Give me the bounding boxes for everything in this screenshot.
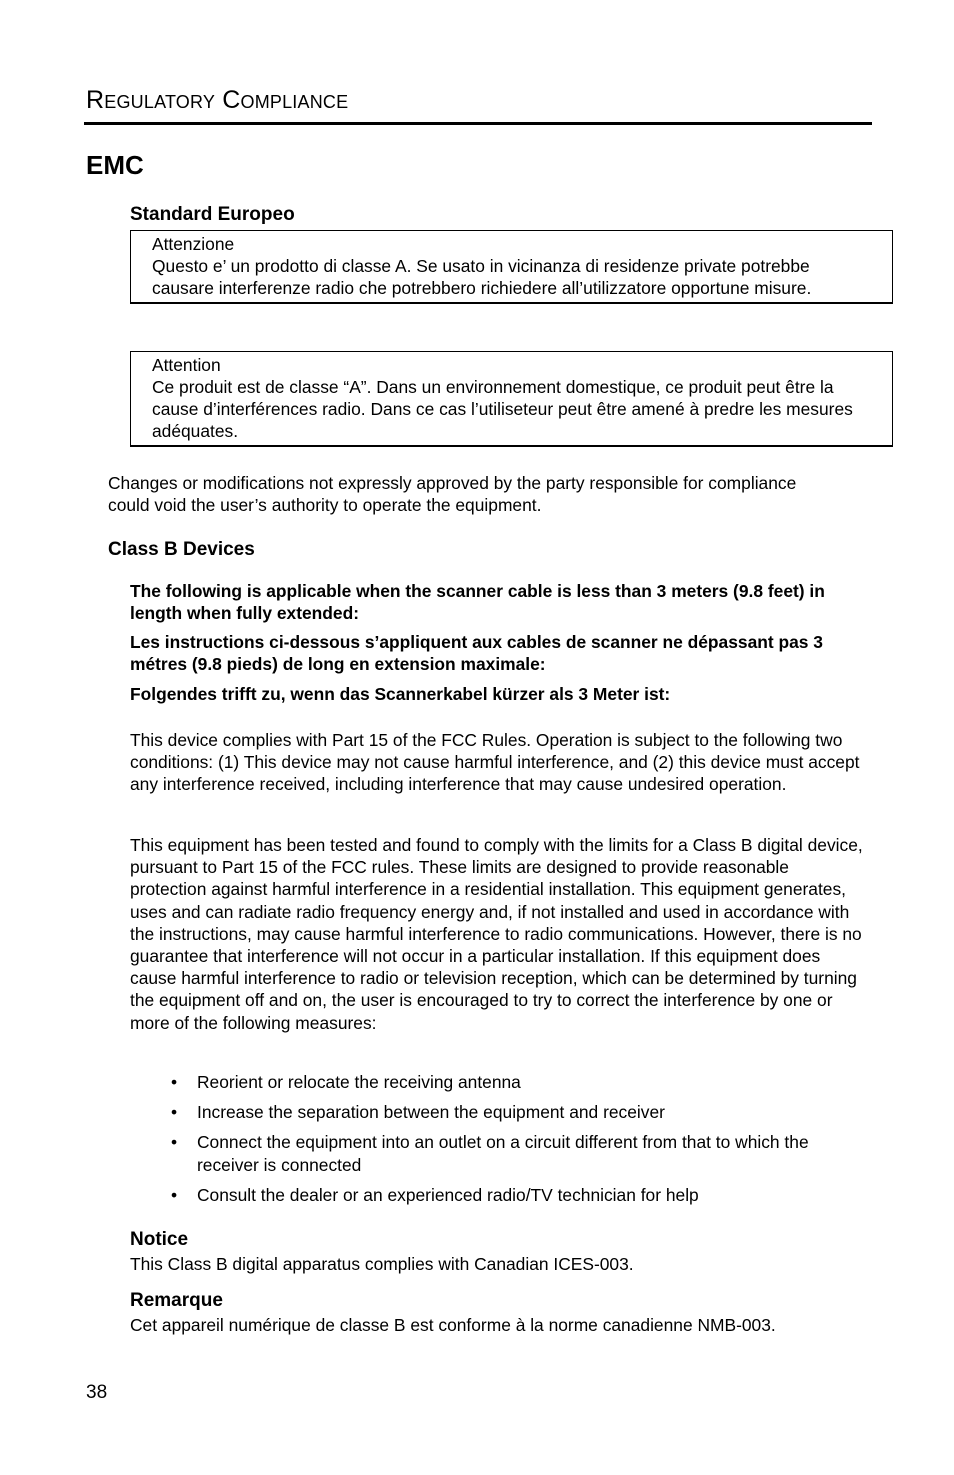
applicability-french: Les instructions ci-dessous s’appliquent aux cables de scanner ne dépassant pas 3 métres (9.8 pieds) de long en extension maximale:: [130, 632, 823, 675]
applicability-english: The following is applicable when the scanner cable is less than 3 meters (9.8 feet) in length when fully extended:: [130, 581, 825, 624]
header-rule: [84, 122, 872, 125]
french-warning-box: [130, 351, 893, 447]
list-item: • Connect the equipment into an outlet on a circuit different from that to which the receiver is connected: [171, 1132, 809, 1175]
italian-warning-box: [130, 230, 893, 304]
fcc-classb-paragraph: This equipment has been tested and found to comply with the limits for a Class B digital device, pursuant to Part 15 of the FCC rules. These limits are designed to provide reasonable protection against harmful interference in a residential installation. This equipment generates, uses and can radiate radio frequency energy and, if not installed and used in accordance with the instructions, may cause harmful interference to radio communications. However, there is no guarantee that interference will not occur in a particular installation. If this equipment does cause harmful interference to radio or television reception, which can be determined by turning the equipment off and on, the user is encouraged to try to correct the interference by one or more of the following measures:: [130, 835, 863, 1033]
bullet-icon: •: [171, 1072, 178, 1092]
bullet-icon: •: [171, 1132, 178, 1153]
bullet-icon: •: [171, 1102, 178, 1123]
italian-warning-text: Questo e’ un prodotto di classe A. Se usato in vicinanza di residenze private potrebbe causare interferenze radio che potrebbero richiedere all’utilizzatore opportune misure.: [152, 256, 812, 298]
changes-notice: Changes or modifications not expressly approved by the party responsible for compliance could void the user’s authority to operate the equipment.: [108, 473, 797, 516]
standard-europeo-heading: Standard Europeo: [130, 204, 295, 225]
page-number: 38: [86, 1382, 108, 1403]
french-warning-text: Ce produit est de classe “A”. Dans un environnement domestique, ce produit peut être la cause d’interférences radio. Dans ce cas l’utiliseteur peut être amené à predre les mesures adéquates.: [152, 377, 853, 441]
notice-heading: Notice: [130, 1229, 189, 1250]
list-item: • Increase the separation between the equipment and receiver: [171, 1102, 665, 1123]
chapter-title: Regulatory Compliance: [86, 86, 349, 114]
interference-measures-list: [171, 1071, 851, 1206]
french-warning-label: Attention: [152, 355, 221, 375]
notice-text: This Class B digital apparatus complies with Canadian ICES-003.: [130, 1254, 634, 1274]
applicability-german: Folgendes trifft zu, wenn das Scannerkabel kürzer als 3 Meter ist:: [130, 684, 671, 704]
list-item: • Consult the dealer or an experienced radio/TV technician for help: [171, 1184, 699, 1205]
remarque-heading: Remarque: [130, 1290, 223, 1311]
class-b-heading: Class B Devices: [108, 539, 255, 560]
section-title: EMC: [86, 150, 144, 180]
bullet-icon: •: [171, 1184, 178, 1205]
remarque-text: Cet appareil numérique de classe B est conforme à la norme canadienne NMB-003.: [130, 1315, 776, 1335]
list-item: • Reorient or relocate the receiving antenna: [171, 1072, 521, 1092]
italian-warning-label: Attenzione: [152, 234, 235, 254]
fcc-part15-paragraph: This device complies with Part 15 of the FCC Rules. Operation is subject to the following two conditions: (1) This device may not cause harmful interference, and (2) this device must accept any interference received, including interference that may cause undesired operation.: [130, 730, 860, 795]
